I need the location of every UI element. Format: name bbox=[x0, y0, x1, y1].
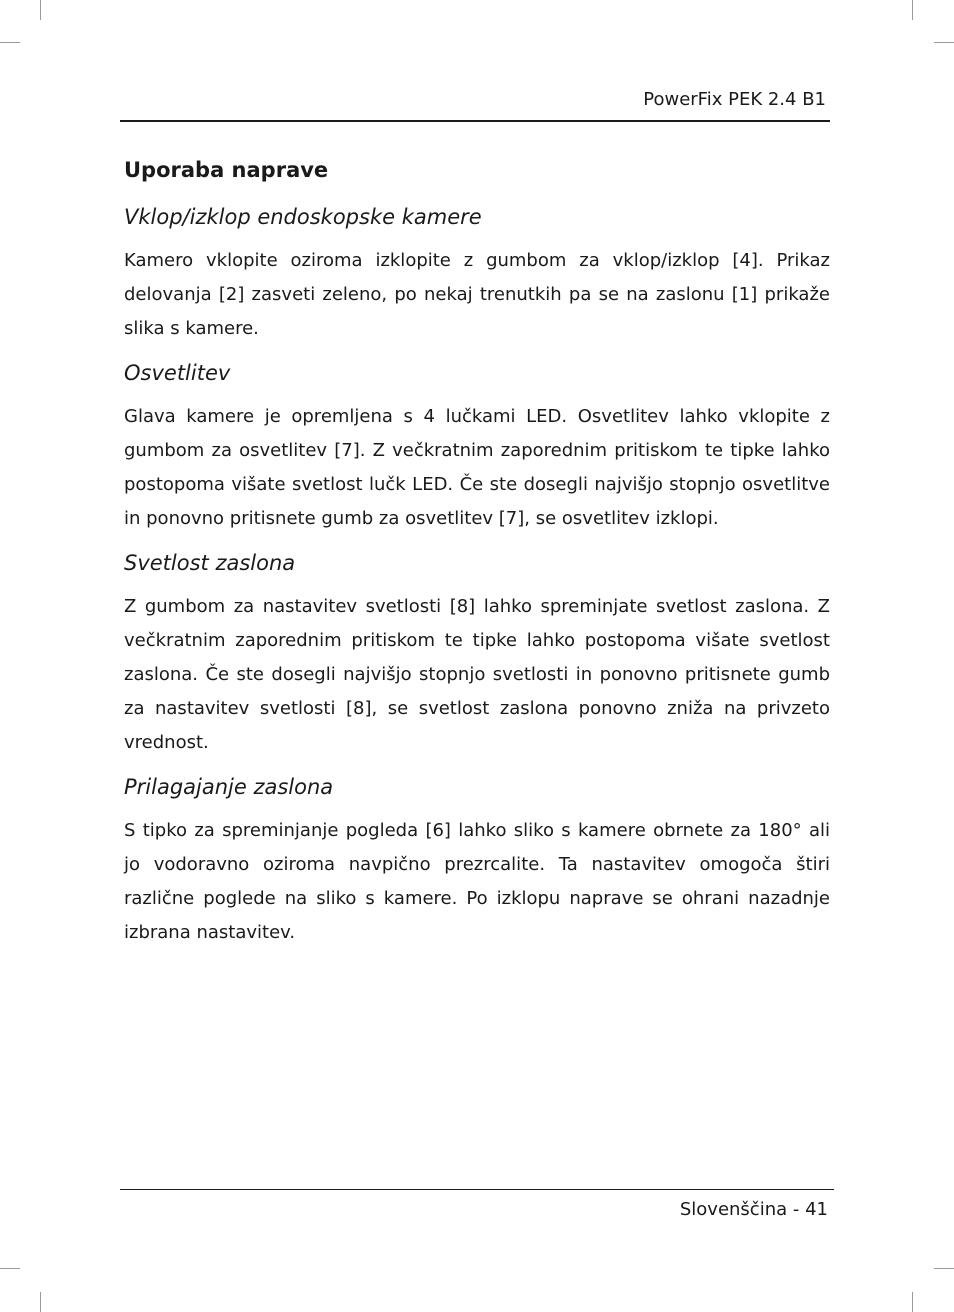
header-rule bbox=[120, 120, 830, 122]
section-title: Uporaba naprave bbox=[124, 158, 329, 182]
subsection-heading-display: Prilagajanje zaslona bbox=[124, 775, 334, 799]
crop-mark-bottom-right bbox=[912, 1292, 913, 1312]
crop-mark-right-bottom bbox=[934, 1268, 954, 1269]
subsection-heading-power: Vklop/izklop endoskopske kamere bbox=[124, 205, 482, 229]
page-footer: Slovenščina - 41 bbox=[679, 1199, 828, 1220]
paragraph-display: S tipko za spreminjanje pogleda [6] lahko sliko s kamere obrnete za 180° ali jo vodoravno oziroma navpično prezrcalite. Ta nastavitev omogoča štiri različne poglede na sliko s kamere. Po izklopu naprave se ohrani nazadnje izbrana nastavitev. bbox=[124, 820, 830, 943]
crop-mark-top-right bbox=[912, 0, 913, 20]
paragraph-power: Kamero vklopite oziroma izklopite z gumbom za vklop/izklop [4]. Prikaz delovanja [2] zasveti zeleno, po nekaj trenutkih pa se na zaslonu [1] prikaže slika s kamere. bbox=[124, 250, 830, 339]
crop-mark-bottom-left bbox=[40, 1292, 41, 1312]
paragraph-brightness: Z gumbom za nastavitev svetlosti [8] lahko spreminjate svetlost zaslona. Z večkratnim zaporednim pritiskom te tipke lahko postopoma višate svetlost zaslona. Če ste dosegli najvišjo stopnjo svetlosti in ponovno pritisnete gumb za nastavitev svetlosti [8], se svetlost zaslona ponovno zniža na privzeto vrednost. bbox=[124, 596, 830, 753]
paragraph-lighting: Glava kamere je opremljena s 4 lučkami LED. Osvetlitev lahko vklopite z gumbom za osvetlitev [7]. Z večkratnim zaporednim pritiskom te tipke lahko postopoma višate svetlost lučk LED. Če ste dosegli najvišjo stopnjo osvetlitve in ponovno pritisnete gumb za osvetlitev [7], se osvetlitev izklopi. bbox=[124, 406, 830, 529]
crop-mark-right-top bbox=[934, 42, 954, 43]
crop-mark-top-left bbox=[40, 0, 41, 20]
crop-mark-left-top bbox=[0, 42, 20, 43]
running-header: PowerFix PEK 2.4 B1 bbox=[643, 89, 826, 110]
page-content bbox=[124, 150, 830, 958]
crop-mark-left-bottom bbox=[0, 1268, 20, 1269]
footer-rule bbox=[120, 1189, 834, 1190]
subsection-heading-brightness: Svetlost zaslona bbox=[124, 551, 296, 575]
subsection-heading-lighting: Osvetlitev bbox=[124, 361, 231, 385]
